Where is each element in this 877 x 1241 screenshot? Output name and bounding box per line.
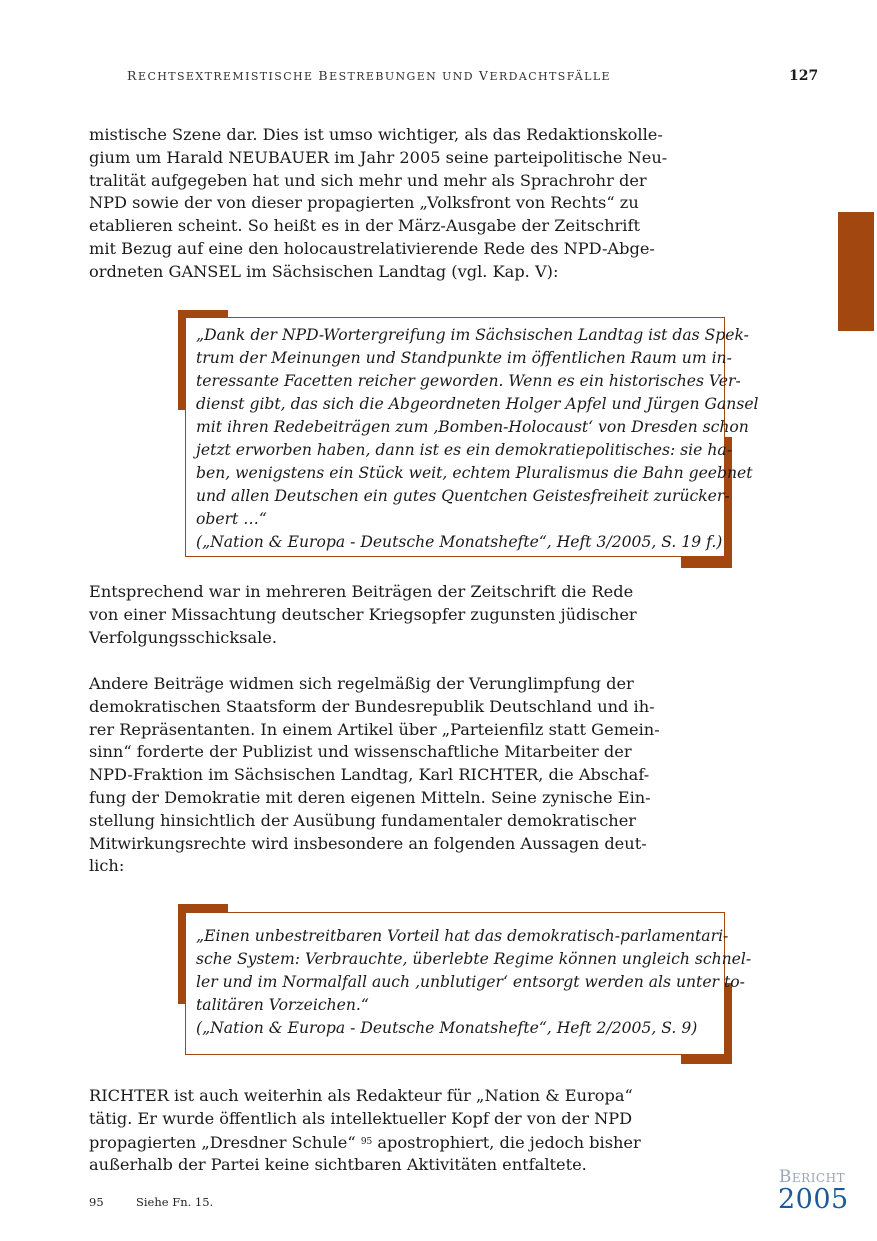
header-initial-b: B (318, 68, 330, 83)
text-line: mit Bezug auf eine den holocaustrelativierende Rede des NPD-Abge- (89, 238, 655, 258)
text-line: lich: (89, 856, 125, 876)
running-header (127, 68, 611, 83)
text-line: von einer Missachtung deutscher Kriegsopfer zugunsten jüdischer (89, 604, 637, 624)
text-line: Verfolgungsschicksale. (89, 627, 278, 647)
text-line: stellung hinsichtlich der Ausübung fundamentaler demokratischer (89, 810, 637, 830)
quote-line: „Dank der NPD-Wortergreifung im Sächsischen Landtag ist das Spek- (196, 326, 749, 344)
header-initial-v: V (478, 68, 490, 83)
footnote-number: 95 (89, 1195, 104, 1209)
logo-year: 2005 (778, 1184, 849, 1215)
text-line: demokratischen Staatsform der Bundesrepublik Deutschland und ih- (89, 696, 655, 716)
text-segment: propagierten „Dresdner Schule“ (89, 1132, 356, 1152)
quote-line: ben, wenigstens ein Stück weit, echtem Pluralismus die Bahn geebnet (196, 464, 753, 482)
text-line: RICHTER ist auch weiterhin als Redakteur für „Nation & Europa“ (89, 1086, 633, 1105)
quote-line: und allen Deutschen ein gutes Quentchen Geistesfreiheit zurücker- (196, 487, 730, 505)
quote-text-box (185, 912, 752, 1055)
logo-word: Bericht (778, 1167, 846, 1187)
quote-line: talitären Vorzeichen.“ (196, 996, 369, 1014)
quote-line: ler und im Normalfall auch ‚unblutiger‘ entsorgt werden als unter to- (196, 973, 745, 991)
text-line: fung der Demokratie mit deren eigenen Mitteln. Seine zynische Ein- (89, 787, 651, 807)
quote-line: mit ihren Redebeiträgen zum ‚Bomben-Holocaust‘ von Dresden schon (196, 418, 749, 436)
quote-citation: („Nation & Europa - Deutsche Monatshefte“, Heft 3/2005, S. 19 f.) (196, 533, 723, 551)
text-line: etablieren scheint. So heißt es in der März-Ausgabe der Zeitschrift (89, 216, 640, 236)
paragraph-3 (89, 673, 660, 878)
text-line: tätig. Er wurde öffentlich als intellektueller Kopf der von der NPD (89, 1108, 633, 1128)
text-line: gium um Harald NEUBAUER im Jahr 2005 seine parteipolitische Neu- (89, 147, 668, 167)
text-line: Mitwirkungsrechte wird insbesondere an folgenden Aussagen deut- (89, 833, 647, 853)
page-number: 127 (789, 68, 819, 84)
footnote-reference[interactable]: 95 (360, 1136, 373, 1147)
text-line: sinn“ forderte der Publizist und wissenschaftliche Mitarbeiter der (89, 742, 632, 762)
text-line: rer Repräsentanten. In einem Artikel über „Parteienfilz statt Gemein- (89, 719, 660, 739)
text-line: außerhalb der Partei keine sichtbaren Aktivitäten entfaltete. (89, 1155, 587, 1175)
text-line: Andere Beiträge widmen sich regelmäßig der Verunglimpfung der (89, 674, 634, 693)
quote-line: dienst gibt, das sich die Abgeordneten Holger Apfel und Jürgen Gansel (196, 395, 759, 413)
text-segment: apostrophiert, die jedoch bisher (372, 1132, 641, 1152)
quote-text-box (185, 317, 759, 557)
quote-line: jetzt erworben haben, dann ist es ein demokratiepolitisches: sie ha- (196, 441, 732, 459)
text-line: tralität aufgegeben hat und sich mehr und mehr als Sprachrohr der (89, 170, 647, 190)
quote-line: „Einen unbestreitbaren Vorteil hat das demokratisch-parlamentari- (196, 927, 729, 945)
header-word-1: ECHTSEXTREMISTISCHE (138, 70, 319, 83)
footnote-text: Siehe Fn. 15. (136, 1195, 214, 1209)
header-initial-r: R (127, 68, 139, 83)
quote-line: sche System: Verbrauchte, überlebte Regime können ungleich schnel- (196, 950, 752, 968)
text-line: ordneten GANSEL im Sächsischen Landtag (vgl. Kap. V): (89, 261, 559, 281)
text-line: NPD sowie der von dieser propagierten „Volksfront von Rechts“ zu (89, 193, 639, 213)
text-line: mistische Szene dar. Dies ist umso wichtiger, als das Redaktionskolle- (89, 125, 663, 144)
text-line (89, 1131, 645, 1155)
quote-line: teressante Facetten reicher geworden. Wenn es ein historisches Ver- (196, 372, 741, 390)
paragraph-1 (89, 124, 668, 284)
quote-citation: („Nation & Europa - Deutsche Monatshefte“, Heft 2/2005, S. 9) (196, 1019, 698, 1037)
bericht-2005-logo (778, 1167, 849, 1215)
text-line: NPD-Fraktion im Sächsischen Landtag, Karl RICHTER, die Abschaf- (89, 765, 650, 785)
text-line: Entsprechend war in mehreren Beiträgen der Zeitschrift die Rede (89, 582, 634, 601)
quote-line: trum der Meinungen und Standpunkte im öffentlichen Raum um in- (196, 349, 732, 367)
header-word-3: ERDACHTSFÄLLE (489, 70, 611, 83)
quote-line: obert …“ (196, 510, 267, 528)
chapter-tab-marker (838, 212, 874, 331)
header-word-2: ESTREBUNGEN UND (329, 70, 479, 83)
paragraph-2 (89, 581, 645, 649)
paragraph-4 (89, 1085, 645, 1177)
footnote (89, 1195, 213, 1209)
